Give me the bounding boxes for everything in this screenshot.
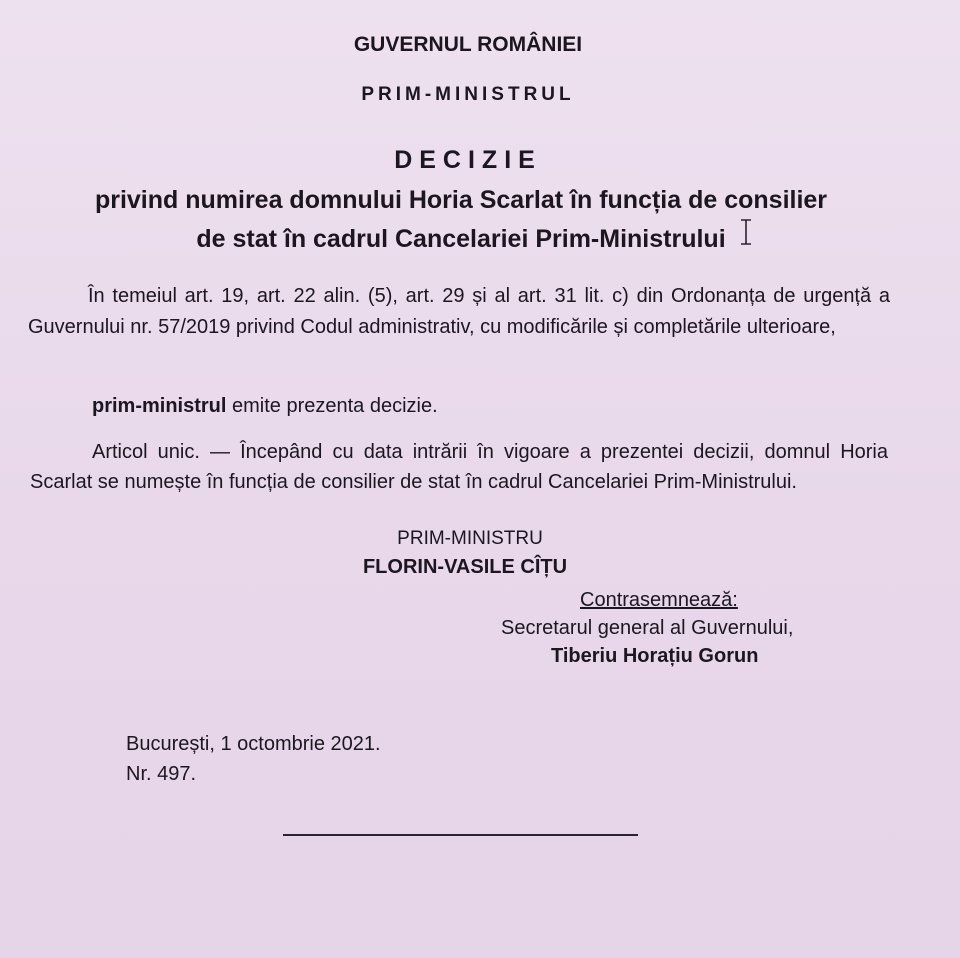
place-and-date: București, 1 octombrie 2021. [126,733,381,755]
i-beam-cursor-icon [740,219,752,245]
document-type-title: DECIZIE [394,146,542,174]
prime-minister-name: FLORIN-VASILE CÎȚU [362,556,568,578]
office-header: PRIM-MINISTRUL [361,84,575,105]
decision-number: Nr. 497. [126,763,197,785]
institution-header: GUVERNUL ROMÂNIEI [353,33,583,56]
subject-line-2: de stat în cadrul Cancelariei Prim-Ministrului [196,225,726,253]
single-article-paragraph: Articol unic. — Începând cu data intrării în vigoare a prezentei decizii, domnul Horia Scarlat se numește în funcția de consilier de stat în cadrul Cancelariei Prim-Ministrului. [30,441,888,493]
issuer-bold: prim-ministrul [92,395,227,417]
prime-minister-title: PRIM-MINISTRU [397,528,543,549]
secretary-general-title: Secretarul general al Guvernului, [501,617,794,639]
issuer-statement [92,395,438,418]
issuer-rest: emite prezenta decizie. [226,395,438,417]
subject-line-1: privind numirea domnului Horia Scarlat în funcția de consilier [94,186,828,214]
countersign-label: Contrasemnează: [580,589,738,611]
footer-divider [283,834,638,836]
secretary-general-name: Tiberiu Horațiu Gorun [551,645,759,667]
legal-basis-paragraph: În temeiul art. 19, art. 22 alin. (5), art. 29 și al art. 31 lit. c) din Ordonanța de urgență a Guvernului nr. 57/2019 privind Codul administrativ, cu modificările și completările ulterioare, [28,285,890,338]
